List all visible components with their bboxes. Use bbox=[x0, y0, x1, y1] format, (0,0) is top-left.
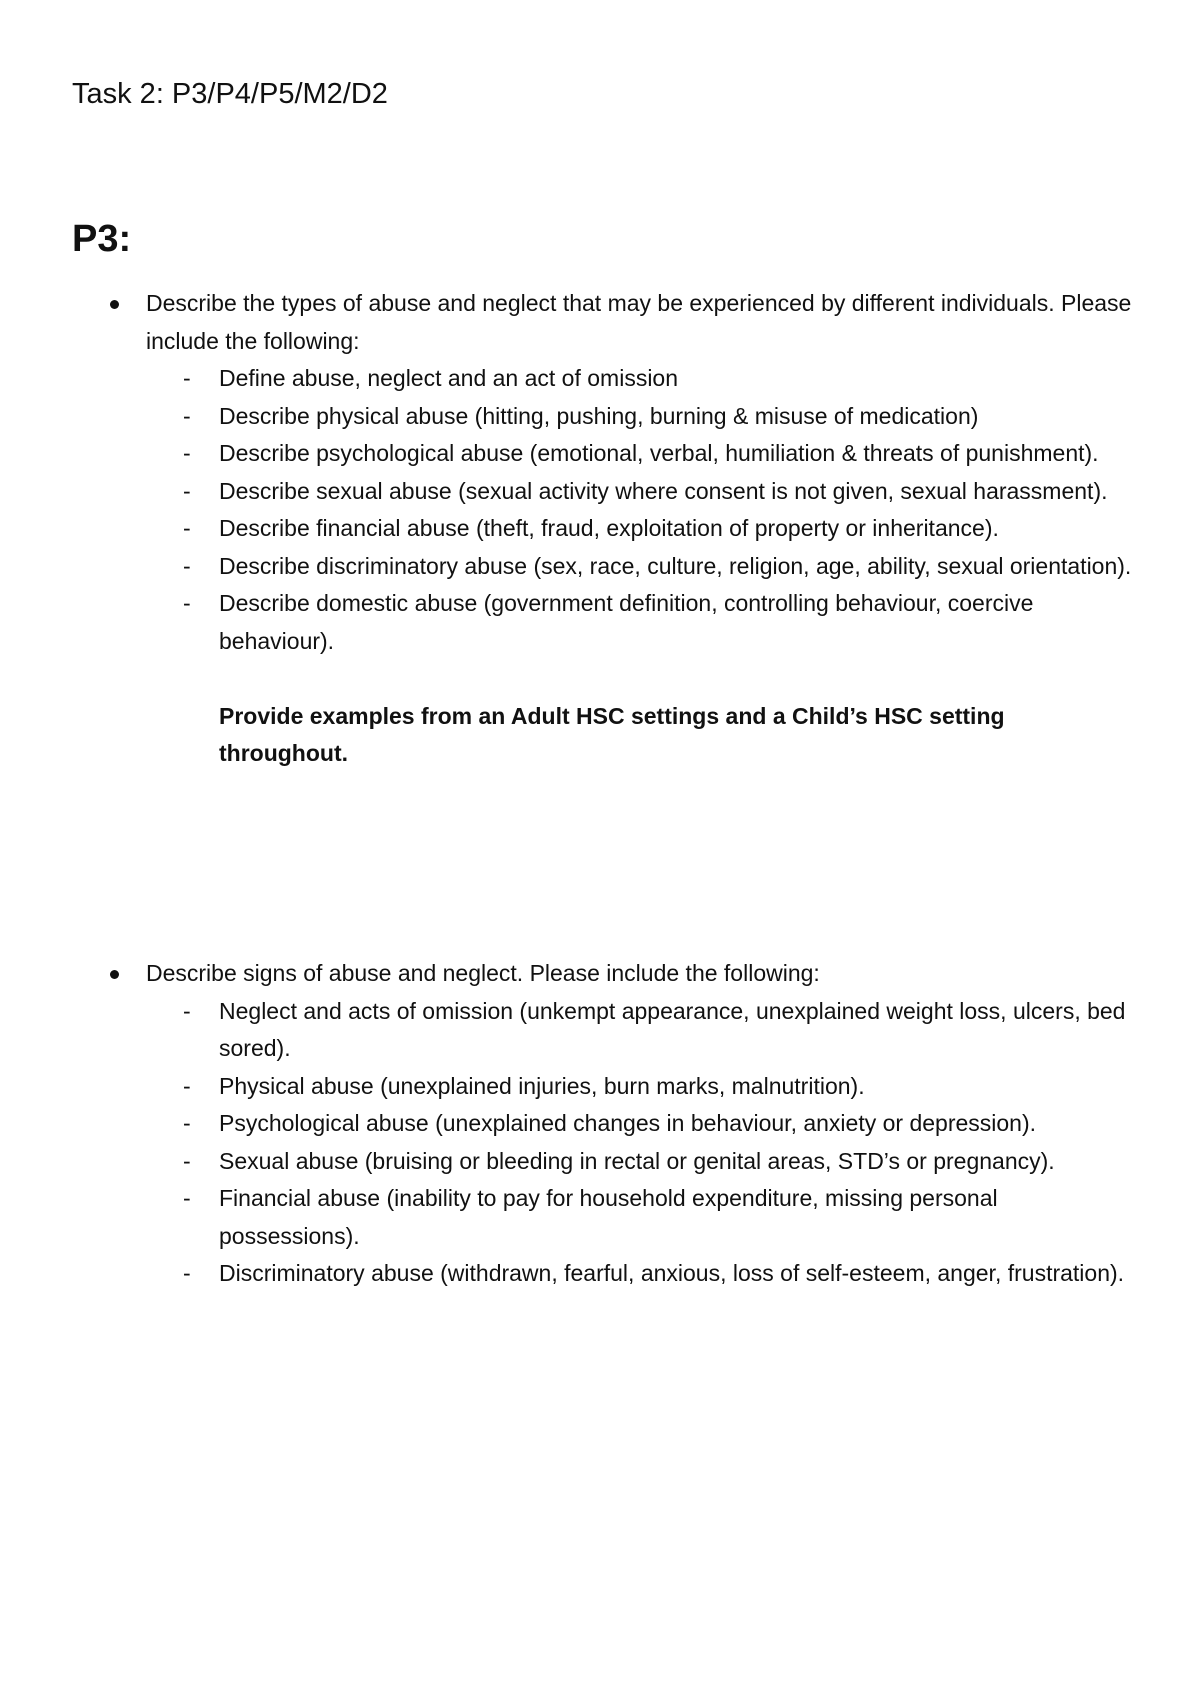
dash-icon: - bbox=[183, 440, 191, 466]
list-item-text: Sexual abuse (bruising or bleeding in rectal or genital areas, STD’s or pregnancy). bbox=[219, 1147, 1055, 1174]
list-item-text: Define abuse, neglect and an act of omission bbox=[219, 365, 679, 391]
examples-note: Provide examples from an Adult HSC settings and a Child’s HSC setting throughout. bbox=[219, 702, 1005, 766]
dash-icon: - bbox=[183, 365, 191, 391]
dash-icon: - bbox=[183, 477, 191, 504]
list-item-text: Physical abuse (unexplained injuries, burn marks, malnutrition). bbox=[219, 1072, 865, 1099]
list-item bbox=[110, 548, 1140, 586]
sub-list bbox=[110, 993, 1140, 1293]
list-item-text: Psychological abuse (unexplained changes in behaviour, anxiety or depression). bbox=[219, 1110, 1037, 1136]
list-item bbox=[110, 398, 1140, 436]
list-item-text: Neglect and acts of omission (unkempt appearance, unexplained weight loss, ulcers, bed sored). bbox=[219, 997, 1126, 1061]
list-item-text: Describe sexual abuse (sexual activity where consent is not given, sexual harassment). bbox=[219, 477, 1108, 504]
section-heading: P3: bbox=[72, 218, 132, 260]
dash-icon: - bbox=[183, 1110, 191, 1136]
page-title: Task 2: P3/P4/P5/M2/D2 bbox=[72, 78, 388, 110]
list-item bbox=[110, 1180, 1140, 1255]
dash-icon: - bbox=[183, 590, 191, 616]
sub-list bbox=[110, 360, 1140, 660]
dash-icon: - bbox=[183, 402, 191, 429]
list-item bbox=[110, 1255, 1140, 1293]
dash-icon: - bbox=[183, 1147, 191, 1174]
list-item-text: Financial abuse (inability to pay for household expenditure, missing personal possessions). bbox=[219, 1185, 998, 1249]
list-item-text: Describe physical abuse (hitting, pushing, burning & misuse of medication) bbox=[219, 402, 979, 429]
list-item bbox=[110, 435, 1140, 473]
dash-icon: - bbox=[183, 1072, 191, 1099]
bullet-text-row bbox=[110, 955, 1140, 993]
list-item bbox=[110, 1068, 1140, 1106]
list-item bbox=[110, 1143, 1140, 1181]
list-item bbox=[110, 993, 1140, 1068]
bullet-icon bbox=[110, 970, 119, 979]
list-item bbox=[110, 585, 1140, 660]
list-item-text: Describe discriminatory abuse (sex, race, culture, religion, age, ability, sexual orientation). bbox=[219, 552, 1132, 579]
dash-icon: - bbox=[183, 997, 191, 1024]
dash-icon: - bbox=[183, 552, 191, 579]
bullet-text-row bbox=[110, 285, 1140, 360]
list-item-text: Discriminatory abuse (withdrawn, fearful, anxious, loss of self-esteem, anger, frustration). bbox=[219, 1260, 1125, 1286]
bullet-text: Describe the types of abuse and neglect that may be experienced by different individuals. Please include the following: bbox=[146, 290, 1132, 354]
dash-icon: - bbox=[183, 1185, 191, 1211]
list-item bbox=[110, 473, 1140, 511]
bullet-icon bbox=[110, 300, 119, 309]
bullet-text: Describe signs of abuse and neglect. Please include the following: bbox=[146, 960, 820, 986]
list-item-text: Describe domestic abuse (government definition, controlling behaviour, coercive behaviour). bbox=[219, 590, 1034, 654]
list-item-text: Describe financial abuse (theft, fraud, exploitation of property or inheritance). bbox=[219, 515, 999, 541]
list-item-text: Describe psychological abuse (emotional, verbal, humiliation & threats of punishment). bbox=[219, 440, 1099, 466]
dash-icon: - bbox=[183, 1260, 191, 1286]
bullet-item-signs-of-abuse bbox=[110, 955, 1140, 1293]
list-item bbox=[110, 510, 1140, 548]
list-item bbox=[110, 360, 1140, 398]
dash-icon: - bbox=[183, 515, 191, 541]
bullet-item-types-of-abuse bbox=[110, 285, 1140, 773]
list-item bbox=[110, 1105, 1140, 1143]
